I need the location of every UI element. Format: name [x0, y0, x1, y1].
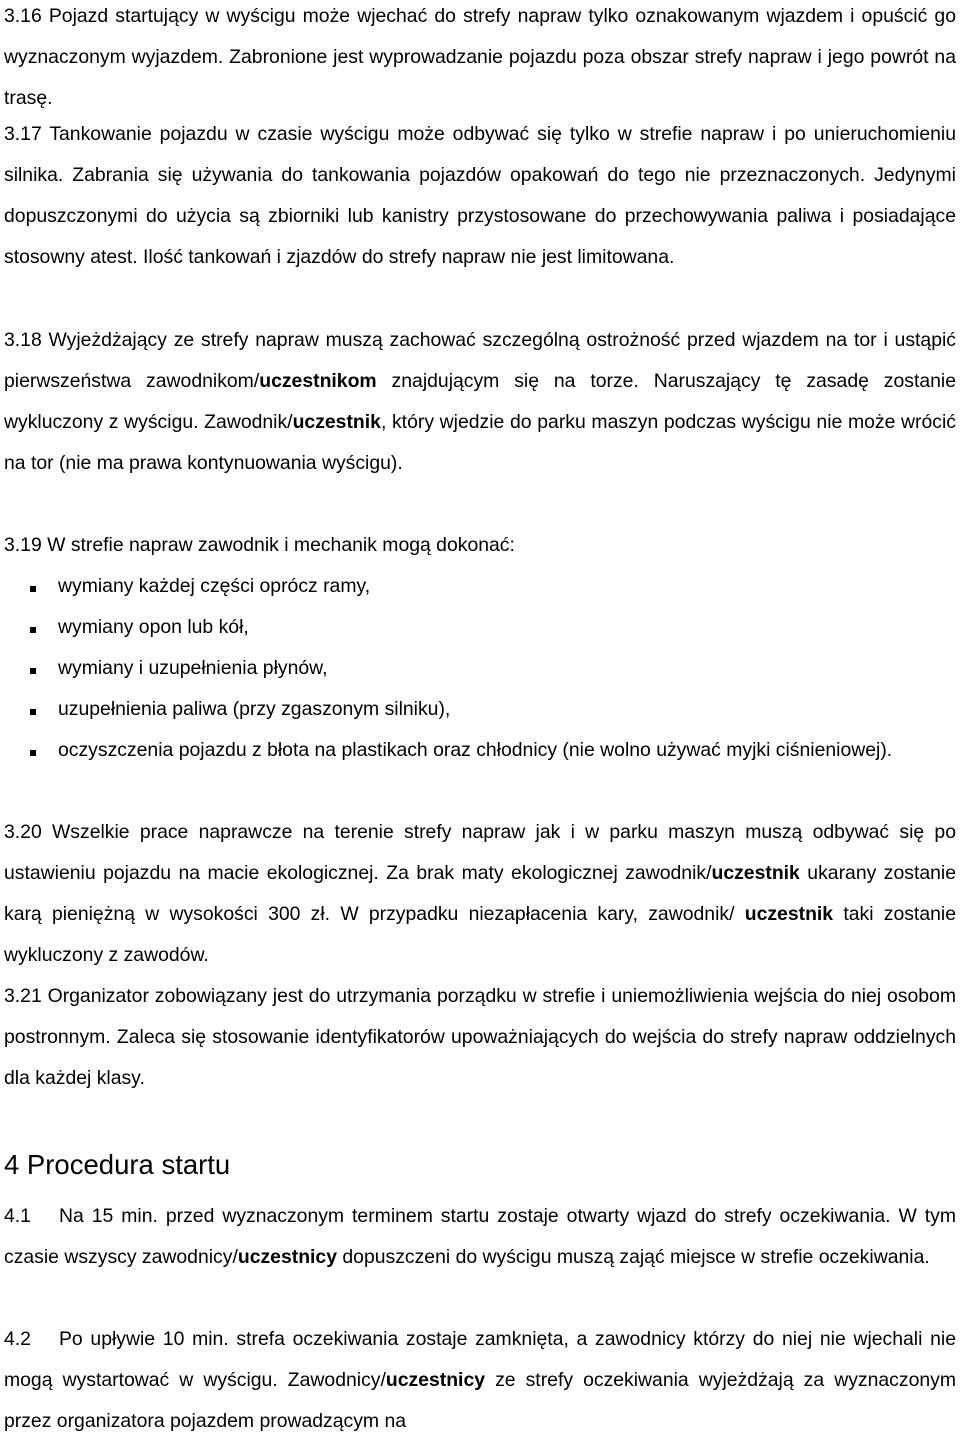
- paragraph-4-2-text-a: Po upływie 10 min. strefa oczekiwania zostaje zamknięta, a zawodnicy którzy do niej nie wjechali nie mogą wystartować w wyścigu. Zawodnicy/: [4, 1328, 956, 1391]
- paragraph-3-17-text: 3.17 Tankowanie pojazdu w czasie wyścigu może odbywać się tylko w strefie napraw i po unieruchomieniu silnika. Zabrania się używania do tankowania pojazdów opakowań do tego nie przeznaczonych. Jedynymi dopuszczonymi do użycia są zbiorniki lub kanistry przystosowane do przechowywania paliwa i posiadające stosowny atest. Ilość tankowań i zjazdów do strefy napraw nie jest limitowana.: [4, 123, 956, 268]
- paragraph-3-20-bold-2: uczestnik: [744, 903, 834, 925]
- paragraph-3-20-text-a: 3.20 Wszelkie prace naprawcze na terenie strefy napraw jak i w parku maszyn muszą odbywać się po ustawieniu pojazdu na macie ekologicznej. Za brak maty ekologicznej zawodnik/: [4, 821, 956, 884]
- list-item: uzupełnienia paliwa (przy zgaszonym silniku),: [58, 698, 451, 720]
- paragraph-3-19: [4, 525, 956, 566]
- list-bullet-icon: [30, 709, 36, 715]
- paragraph-3-18-bold-1: uczestnikom: [259, 370, 377, 392]
- paragraph-4-1: [4, 1196, 956, 1278]
- paragraph-4-2: [4, 1319, 956, 1442]
- paragraph-4-2-bold: uczestnicy: [385, 1369, 486, 1391]
- paragraph-3-17: [4, 114, 956, 278]
- paragraph-3-18-text-d: , który wjedzie do parku maszyn podczas wyścigu nie może wrócić na tor (nie ma prawa kontynuowania wyścigu).: [4, 411, 956, 474]
- list-item: oczyszczenia pojazdu z błota na plastikach oraz chłodnicy (nie wolno używać myjki ciśnieniowej).: [58, 739, 893, 761]
- paragraph-4-1-bold: uczestnicy: [237, 1246, 337, 1268]
- paragraph-4-2-text-c: ze strefy oczekiwania wyjeżdżają za wyznaczonym przez organizatora pojazdem prowadzącym na: [4, 1369, 956, 1432]
- paragraph-3-21: [4, 976, 956, 1099]
- paragraph-3-16: [4, 0, 956, 119]
- paragraph-3-16-text: 3.16 Pojazd startujący w wyścigu może wjechać do strefy napraw tylko oznakowanym wjazdem i opuścić go wyznaczonym wyjazdem. Zabronione jest wyprowadzanie pojazdu poza obszar strefy napraw i jego powrót na trasę.: [4, 5, 956, 109]
- paragraph-3-21-text: 3.21 Organizator zobowiązany jest do utrzymania porządku w strefie i uniemożliwienia wejścia do niej osobom postronnym. Zaleca się stosowanie identyfikatorów upoważniających do wejścia do strefy napraw oddzielnych dla każdej klasy.: [4, 985, 956, 1089]
- paragraph-3-20: [4, 812, 956, 976]
- paragraph-4-2-number: 4.2: [4, 1328, 31, 1350]
- section-heading: 4 Procedura startu: [4, 1149, 231, 1180]
- paragraph-4-1-text-a: Na 15 min. przed wyznaczonym terminem startu zostaje otwarty wjazd do strefy oczekiwania. W tym czasie wszyscy zawodnicy/: [4, 1205, 956, 1268]
- paragraph-4-1-number: 4.1: [4, 1205, 31, 1227]
- list-bullet-icon: [30, 668, 36, 674]
- list-item: wymiany i uzupełnienia płynów,: [58, 657, 328, 679]
- list-item: wymiany każdej części oprócz ramy,: [58, 575, 371, 597]
- paragraph-3-18-bold-2: uczestnik: [292, 411, 381, 433]
- list-item: wymiany opon lub kół,: [58, 616, 249, 638]
- paragraph-4-1-text-c: dopuszczeni do wyścigu muszą zająć miejsce w strefie oczekiwania.: [337, 1246, 930, 1268]
- paragraph-3-18: [4, 320, 956, 484]
- list-bullet-icon: [30, 586, 36, 592]
- paragraph-3-20-text-d: taki zostanie wykluczony z zawodów.: [4, 903, 956, 966]
- list-bullet-icon: [30, 627, 36, 633]
- list-bullet-icon: [30, 750, 36, 756]
- paragraph-3-18-text-c: znajdującym się na torze. Naruszający tę zasadę zostanie wykluczony z wyścigu. Zawodnik/: [4, 370, 956, 433]
- paragraph-3-19-text: 3.19 W strefie napraw zawodnik i mechanik mogą dokonać:: [4, 534, 515, 556]
- paragraph-3-20-bold-1: uczestnik: [711, 862, 800, 884]
- paragraph-3-18-text-a: 3.18 Wyjeżdżający ze strefy napraw muszą zachować szczególną ostrożność przed wjazdem na tor i ustąpić pierwszeństwa zawodnikom/: [4, 329, 956, 392]
- paragraph-3-20-text-c: ukarany zostanie karą pieniężną w wysokości 300 zł. W przypadku niezapłacenia kary, zawodnik/: [4, 862, 956, 925]
